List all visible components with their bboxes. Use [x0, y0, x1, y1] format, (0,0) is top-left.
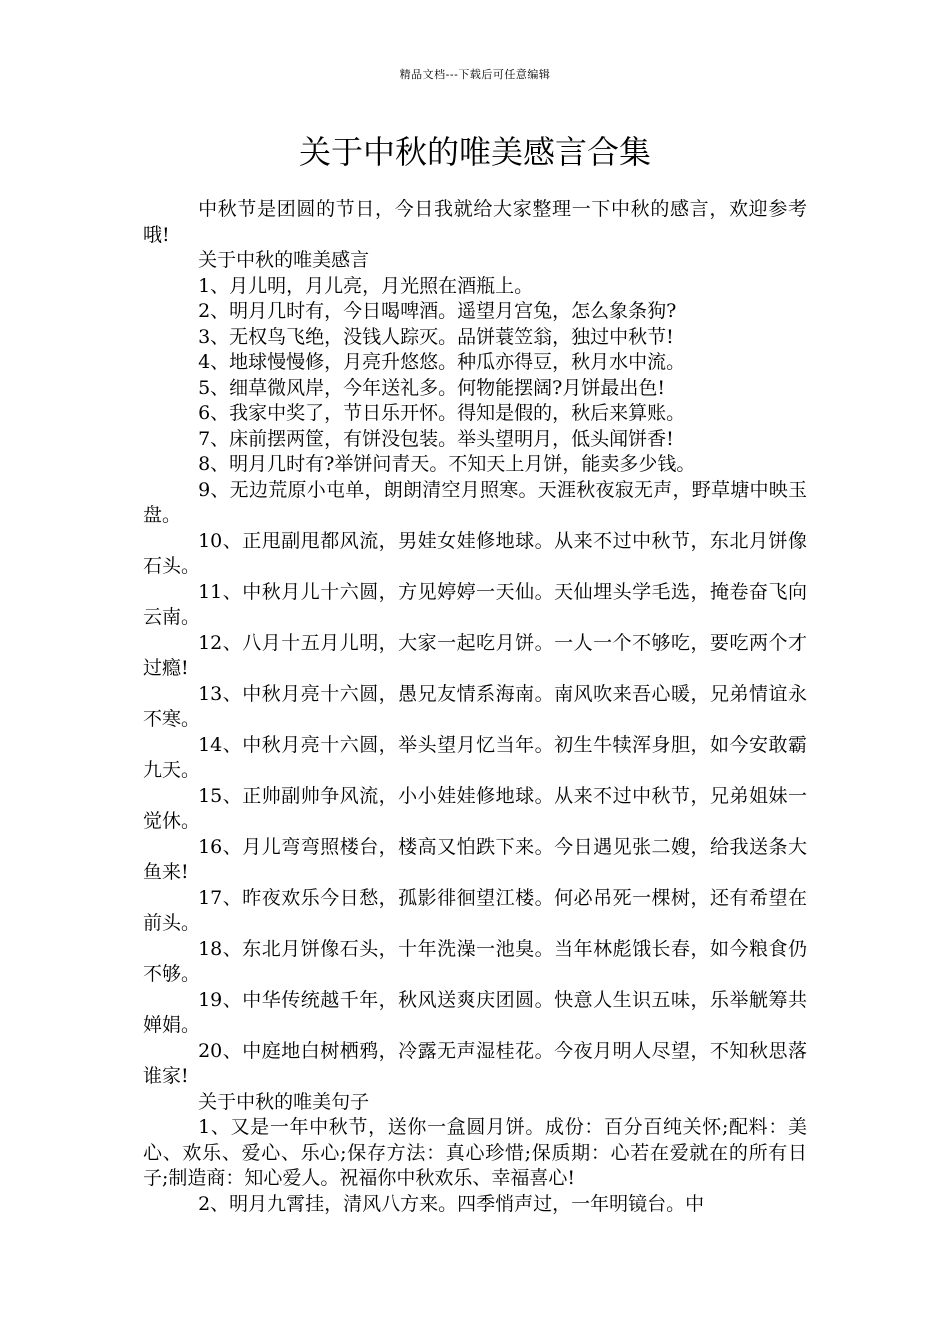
list-item: 1、又是一年中秋节，送你一盒圆月饼。成份：百分百纯关怀;配料：美心、欢乐、爱心、乐心;保存方法：真心珍惜;保质期：心若在爱就在的所有日子;制造商：知心爱人。祝福你中秋欢乐、幸福喜心! — [143, 1116, 807, 1189]
list-item: 13、中秋月亮十六圆，愚兄友情系海南。南风吹来吾心暖，兄弟情谊永不寒。 — [143, 682, 807, 730]
list-item: 1、月儿明，月儿亮，月光照在酒瓶上。 — [198, 274, 534, 297]
list-item: 10、正甩副甩都风流，男娃女娃修地球。从来不过中秋节，东北月饼像石头。 — [143, 529, 807, 577]
list-item: 17、昨夜欢乐今日愁，孤影徘徊望江楼。何必吊死一棵树，还有希望在前头。 — [143, 886, 807, 934]
list-item: 6、我家中奖了，节日乐开怀。得知是假的，秋后来算账。 — [198, 402, 686, 424]
document-title: 关于中秋的唯美感言合集 — [298, 133, 651, 171]
list-item: 18、东北月饼像石头，十年洗澡一池臭。当年林彪饿长春，如今粮食仍不够。 — [143, 937, 807, 985]
list-item: 19、中华传统越千年，秋风送爽庆团圆。快意人生识五味，乐举觥筹共婵娟。 — [143, 988, 807, 1036]
list-item: 2、明月九霄挂，清风八方来。四季悄声过，一年明镜台。中 — [198, 1192, 705, 1215]
header-note: 精品文档---下载后可任意编辑 — [399, 68, 551, 81]
intro-paragraph: 中秋节是团圆的节日，今日我就给大家整理一下中秋的感言，欢迎参考哦! — [143, 198, 807, 246]
list-item: 15、正帅副帅争风流，小小娃娃修地球。从来不过中秋节，兄弟姐妹一觉休。 — [143, 784, 807, 832]
list-item: 5、细草微风岸，今年送礼多。何物能摆阔?月饼最出色! — [198, 376, 666, 399]
document-body — [143, 197, 807, 1217]
list-item: 16、月儿弯弯照楼台，楼高又怕跌下来。今日遇见张二嫂，给我送条大鱼来! — [143, 835, 807, 883]
list-item: 14、中秋月亮十六圆，举头望月忆当年。初生牛犊浑身胆，如今安敢霸九天。 — [143, 733, 807, 781]
section-heading: 关于中秋的唯美句子 — [198, 1090, 370, 1113]
list-item: 3、无权鸟飞绝，没钱人踪灭。品饼蓑笠翁，独过中秋节! — [198, 325, 674, 348]
list-item: 4、地球慢慢修，月亮升悠悠。种瓜亦得豆，秋月水中流。 — [198, 351, 686, 373]
list-item: 2、明月几时有，今日喝啤酒。遥望月宫兔，怎么象条狗? — [198, 300, 677, 322]
list-item: 12、八月十五月儿明，大家一起吃月饼。一人一个不够吃，要吃两个才过瘾! — [143, 631, 807, 679]
list-item: 8、明月几时有?举饼问青天。不知天上月饼，能卖多少钱。 — [198, 453, 696, 475]
section-heading: 关于中秋的唯美感言 — [198, 249, 370, 271]
list-item: 7、床前摆两筐，有饼没包装。举头望明月，低头闻饼香! — [198, 427, 674, 450]
list-item: 9、无边荒原小屯单，朗朗清空月照寒。天涯秋夜寂无声，野草塘中映玉盘。 — [143, 478, 807, 526]
list-item: 20、中庭地白树栖鸦，冷露无声湿桂花。今夜月明人尽望，不知秋思落谁家! — [143, 1039, 807, 1087]
list-item: 11、中秋月儿十六圆，方见婷婷一天仙。天仙埋头学毛选，掩卷奋飞向云南。 — [143, 580, 807, 628]
